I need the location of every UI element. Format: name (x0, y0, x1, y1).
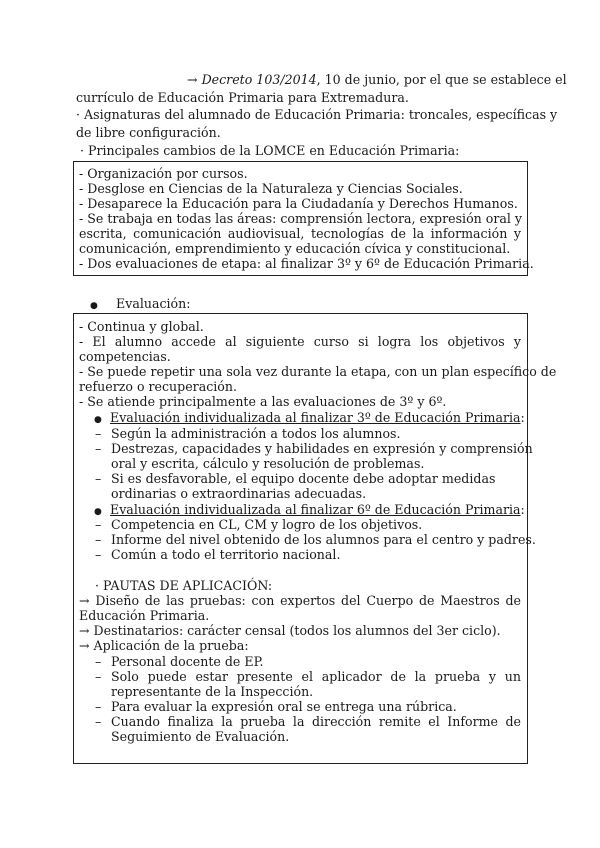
decree-line (187, 72, 567, 87)
dash-icon: – (95, 654, 102, 669)
eval6-title: Evaluación individualizada al finalizar 6º de Educación Primaria (110, 502, 521, 517)
lomce-line: - Organización por cursos. (79, 166, 248, 181)
bullet-icon: ● (94, 415, 102, 425)
evaluation-line: - El alumno accede al siguiente curso si logra los objetivos y (79, 334, 521, 349)
evaluation-heading-row (90, 296, 191, 314)
lomce-line: - Desaparece la Educación para la Ciudadanía y Derechos Humanos. (79, 196, 518, 211)
dash-icon: – (95, 547, 102, 562)
eval3-item-cont: ordinarias o extraordinarias adecuadas. (111, 486, 367, 501)
aplicacion-item (95, 669, 521, 684)
eval6-item (95, 547, 340, 562)
pautas-line: → Diseño de las pruebas: con expertos del Cuerpo de Maestros de (79, 593, 521, 608)
eval6-item (95, 517, 422, 532)
evaluation-heading: Evaluación: (116, 296, 191, 311)
dash-icon: – (95, 699, 102, 714)
dash-icon: – (95, 517, 102, 532)
pautas-line: → Destinatarios: carácter censal (todos los alumnos del 3er ciclo). (79, 623, 501, 638)
dash-icon: – (95, 441, 102, 456)
aplicacion-item-cont: Seguimiento de Evaluación. (111, 729, 290, 744)
aplicacion-item-text: Para evaluar la expresión oral se entrega una rúbrica. (111, 699, 457, 714)
eval3-item (95, 471, 495, 486)
aplicacion-item (95, 699, 457, 714)
evaluation-line: refuerzo o recuperación. (79, 379, 237, 394)
decree-title: Decreto 103/2014 (201, 72, 317, 87)
dash-icon: – (95, 714, 102, 729)
decree-line-2: currículo de Educación Primaria para Extremadura. (76, 90, 409, 105)
decree-rest: , 10 de junio, por el que se establece el (316, 72, 567, 87)
dash-icon: – (95, 471, 102, 486)
pautas-heading: · PAUTAS DE APLICACIÓN: (95, 578, 273, 593)
dash-icon: – (95, 426, 102, 441)
dash-icon: – (95, 669, 102, 684)
aplicacion-item (95, 654, 264, 669)
eval3-title: Evaluación individualizada al finalizar 3º de Educación Primaria (110, 410, 521, 425)
aplicacion-item-text: Solo puede estar presente el aplicador de la prueba y un (111, 669, 521, 684)
bullet-icon: ● (94, 507, 102, 517)
eval3-item-text: Si es desfavorable, el equipo docente debe adoptar medidas (111, 471, 496, 486)
dash-icon: – (95, 532, 102, 547)
aplicacion-item (95, 714, 521, 729)
lomce-line: - Dos evaluaciones de etapa: al finalizar 3º y 6º de Educación Primaria. (79, 256, 534, 271)
eval3-item-text: Según la administración a todos los alumnos. (111, 426, 401, 441)
colon: : (520, 410, 525, 425)
eval6-item (95, 532, 536, 547)
aplicacion-item-cont: representante de la Inspección. (111, 684, 314, 699)
subjects-line-1: · Asignaturas del alumnado de Educación Primaria: troncales, específicas y (76, 107, 558, 122)
eval6-item-text: Competencia en CL, CM y logro de los objetivos. (111, 517, 423, 532)
eval6-item-text: Común a todo el territorio nacional. (111, 547, 341, 562)
evaluation-line: - Se atiende principalmente a las evaluaciones de 3º y 6º. (79, 394, 447, 409)
pautas-line: Educación Primaria. (79, 608, 210, 623)
eval3-item (95, 426, 401, 441)
eval3-item-text: Destrezas, capacidades y habilidades en expresión y comprensión (111, 441, 533, 456)
lomce-heading: · Principales cambios de la LOMCE en Educación Primaria: (80, 143, 460, 158)
bullet-icon: ● (90, 301, 98, 311)
lomce-line: escrita, comunicación audiovisual, tecnologías de la información y (79, 226, 521, 241)
evaluation-line: - Continua y global. (79, 319, 204, 334)
colon: : (520, 502, 525, 517)
eval3-item-cont: oral y escrita, cálculo y resolución de problemas. (111, 456, 425, 471)
subjects-line-2: de libre configuración. (76, 125, 221, 140)
eval6-item-text: Informe del nivel obtenido de los alumnos para el centro y padres. (111, 532, 536, 547)
eval3-item (95, 441, 533, 456)
evaluation-line: competencias. (79, 349, 171, 364)
pautas-line: → Aplicación de la prueba: (79, 638, 249, 653)
lomce-line: - Se trabaja en todas las áreas: comprensión lectora, expresión oral y (79, 211, 523, 226)
aplicacion-item-text: Cuando finaliza la prueba la dirección remite el Informe de (111, 714, 521, 729)
aplicacion-item-text: Personal docente de EP. (111, 654, 264, 669)
arrow-icon: → (187, 72, 198, 87)
evaluation-line: - Se puede repetir una sola vez durante la etapa, con un plan específico de (79, 364, 557, 379)
lomce-line: comunicación, emprendimiento y educación cívica y constitucional. (79, 241, 511, 256)
lomce-line: - Desglose en Ciencias de la Naturaleza y Ciencias Sociales. (79, 181, 463, 196)
